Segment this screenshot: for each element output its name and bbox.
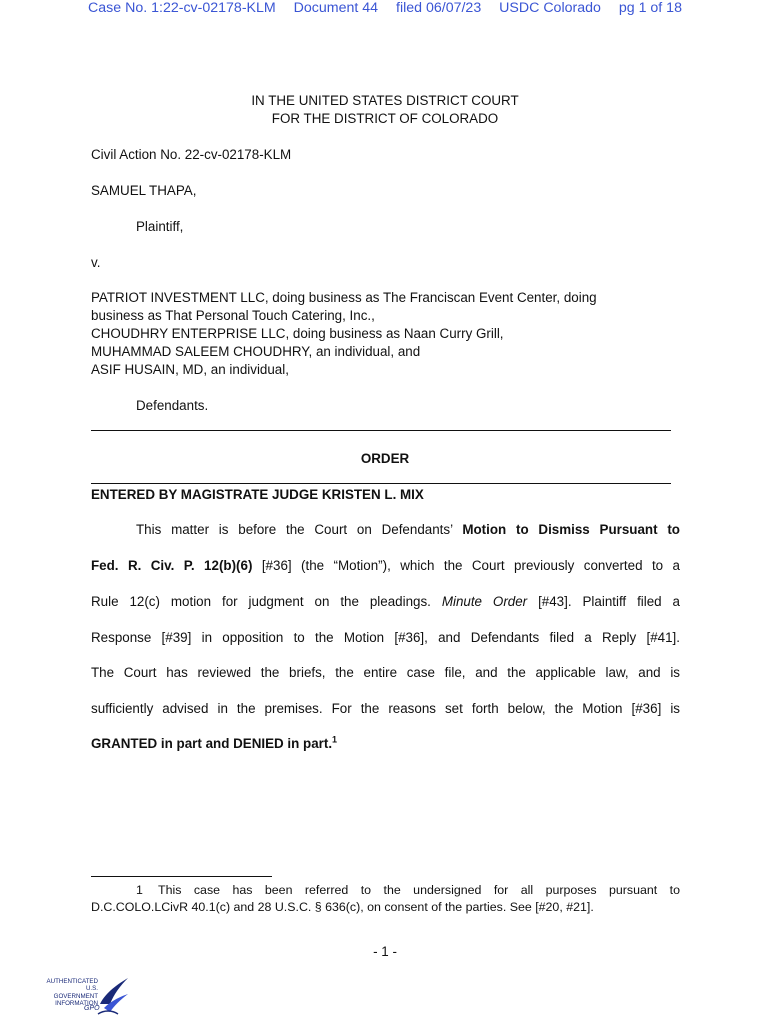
body-text: [#36] (the “Motion”), which the Court previously converted to a bbox=[252, 558, 680, 573]
filed-date: filed 06/07/23 bbox=[396, 0, 482, 16]
page-count: pg 1 of 18 bbox=[618, 0, 682, 16]
body-text: [#43]. Plaintiff filed a bbox=[527, 594, 680, 609]
motion-title: Motion to Dismiss Pursuant to bbox=[462, 522, 680, 537]
case-number: Case No. 1:22-cv-02178-KLM bbox=[88, 0, 276, 16]
logo-gpo-text: GPO bbox=[84, 1005, 100, 1012]
body-line-2 bbox=[91, 558, 680, 573]
defendant-line: business as That Personal Touch Catering, Inc., bbox=[91, 308, 375, 323]
court-name-line-1: IN THE UNITED STATES DISTRICT COURT bbox=[251, 93, 519, 108]
order-divider bbox=[91, 483, 671, 484]
ruling-text: GRANTED in part and DENIED in part. bbox=[91, 736, 333, 751]
entered-by: ENTERED BY MAGISTRATE JUDGE KRISTEN L. MIX bbox=[91, 487, 424, 502]
footnote-mark: 1 bbox=[136, 883, 143, 897]
defendants-role: Defendants. bbox=[136, 398, 209, 413]
minute-order-ref: Minute Order bbox=[441, 594, 528, 609]
order-title: ORDER bbox=[360, 451, 410, 466]
eagle-icon bbox=[96, 974, 130, 1018]
plaintiff-name: SAMUEL THAPA, bbox=[91, 183, 197, 198]
rule-citation: Fed. R. Civ. P. 12(b)(6) bbox=[91, 558, 253, 573]
defendant-line: CHOUDHRY ENTERPRISE LLC, doing business as Naan Curry Grill, bbox=[91, 326, 504, 341]
defendant-line: MUHAMMAD SALEEM CHOUDHRY, an individual, and bbox=[91, 344, 421, 359]
body-line-3 bbox=[91, 594, 680, 609]
court-name-line-2: FOR THE DISTRICT OF COLORADO bbox=[271, 111, 499, 126]
body-line-1 bbox=[136, 522, 680, 537]
versus: v. bbox=[91, 255, 101, 270]
defendant-line: ASIF HUSAIN, MD, an individual, bbox=[91, 362, 289, 377]
plaintiff-role: Plaintiff, bbox=[136, 219, 184, 234]
footnote-line-2: D.C.COLO.LCivR 40.1(c) and 28 U.S.C. § 636(c), on consent of the parties. See [#20, #21]. bbox=[91, 900, 594, 914]
page-number: - 1 - bbox=[373, 944, 397, 959]
footnote-divider bbox=[91, 876, 272, 877]
body-line-5: The Court has reviewed the briefs, the entire case file, and the applicable law, and is bbox=[91, 665, 680, 680]
body-line-4: Response [#39] in opposition to the Motion [#36], and Defendants filed a Reply [#41]. bbox=[91, 630, 680, 645]
body-line-6: sufficiently advised in the premises. For the reasons set forth below, the Motion [#36] is bbox=[91, 701, 680, 716]
logo-text: AUTHENTICATED U.S. GOVERNMENT INFORMATION bbox=[46, 978, 98, 1008]
footnote-line-1: This case has been referred to the undersigned for all purposes pursuant to bbox=[158, 883, 680, 897]
caption-divider bbox=[91, 430, 671, 431]
body-line-7 bbox=[91, 736, 337, 751]
document-number: Document 44 bbox=[293, 0, 379, 16]
footnote-reference[interactable]: 1 bbox=[332, 734, 338, 745]
civil-action-number: Civil Action No. 22-cv-02178-KLM bbox=[91, 147, 292, 162]
filing-header bbox=[0, 0, 770, 16]
court-short-name: USDC Colorado bbox=[499, 0, 601, 16]
body-text: Rule 12(c) motion for judgment on the pleadings. bbox=[91, 594, 442, 609]
body-text: This matter is before the Court on Defendants’ bbox=[136, 522, 463, 537]
defendant-line: PATRIOT INVESTMENT LLC, doing business as The Franciscan Event Center, doing bbox=[91, 290, 597, 305]
gpo-authentication-logo bbox=[40, 974, 130, 1018]
